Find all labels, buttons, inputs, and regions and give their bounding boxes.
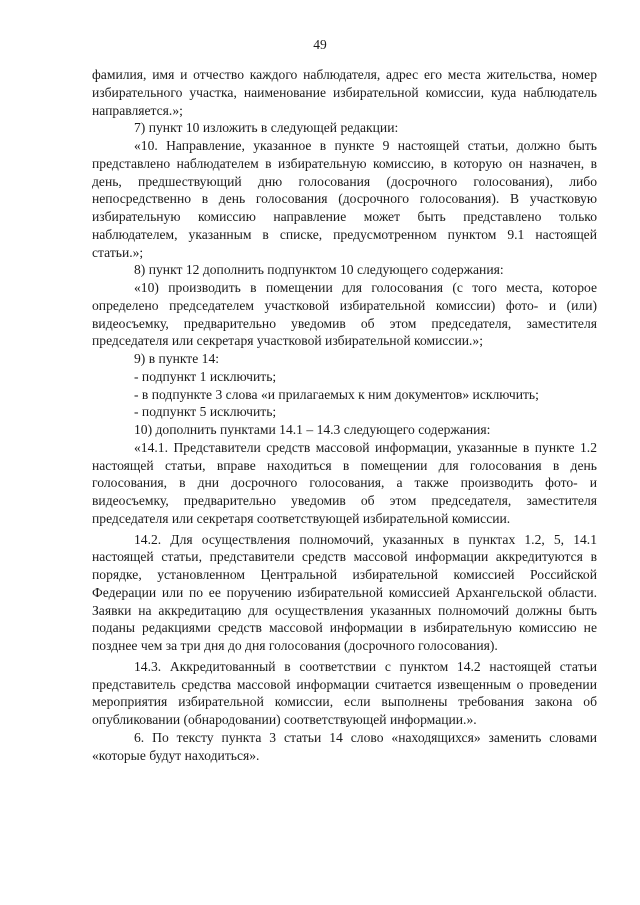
paragraph-item-7: 7) пункт 10 изложить в следующей редакции:	[134, 120, 399, 136]
paragraph-item-8: 8) пункт 12 дополнить подпунктом 10 следующего содержания:	[134, 262, 504, 278]
paragraph-item-6: 6. По тексту пункта 3 статьи 14 слово «находящихся» заменить словами «которые будут находиться».	[92, 729, 597, 763]
paragraph-item-10: 10) дополнить пунктами 14.1 – 14.3 следующего содержания:	[134, 422, 491, 437]
paragraph-item-9-b: - в подпункте 3 слова «и прилагаемых к ним документов» исключить;	[134, 386, 539, 402]
paragraph-item-9-c: - подпункт 5 исключить;	[134, 404, 277, 420]
paragraph-clause-14-1: «14.1. Представители средств массовой информации, указанные в пункте 1.2 настоящей статьи, вправе находиться в помещении для голосования в день голосования, в дни досрочного голосования, а также производить фото- и видеосъемку, предварительно уведомив об этом председателя, заместителя председателя или секретаря соответствующей избирательной комиссии.	[92, 439, 597, 526]
paragraph-item-9: 9) в пункте 14:	[134, 351, 220, 366]
paragraph-subclause-10: «10) производить в помещении для голосования (с того места, которое определено председателем участковой избирательной комиссии) фото- и (или) видеосъемку, предварительно уведомив об этом председателя, заместителя председателя или секретаря участковой избирательной комиссии.»;	[92, 280, 597, 349]
paragraph-continuation: фамилия, имя и отчество каждого наблюдателя, адрес его места жительства, номер избирательного участка, наименование избирательной комиссии, куда наблюдатель направляется.»;	[92, 67, 597, 118]
document-body	[92, 66, 597, 764]
paragraph-clause-14-2: 14.2. Для осуществления полномочий, указанных в пунктах 1.2, 5, 14.1 настоящей статьи, представители средств массовой информации аккредитуются в порядке, установленном Центральной избирательной комиссией Российской Федерации или по ее поручению избирательной комиссией Архангельской области. Заявки на аккредитацию для осуществления указанных полномочий должны быть поданы редакциями средств массовой информации в избирательную комиссию не позднее чем за три дня до дня голосования (досрочного голосования).	[92, 531, 597, 653]
page-number: 49	[313, 37, 327, 52]
paragraph-item-9-a: - подпункт 1 исключить;	[134, 368, 277, 384]
paragraph-clause-10: «10. Направление, указанное в пункте 9 настоящей статьи, должно быть представлено наблюдателем в избирательную комиссию, в которую он назначен, в день, предшествующий дню голосования (досрочного голосования), либо непосредственно в день голосования (досрочного голосования). В участковую избирательную комиссию направление может быть представлено только наблюдателем, указанным в списке, предусмотренном пунктом 9.1 настоящей статьи.»;	[92, 138, 597, 260]
paragraph-clause-14-3: 14.3. Аккредитованный в соответствии с пунктом 14.2 настоящей статьи представитель средства массовой информации считается извещенным о проведении мероприятия избирательной комиссии, если выполнены требования закона об опубликовании (обнародовании) соответствующей информации.».	[92, 658, 597, 727]
